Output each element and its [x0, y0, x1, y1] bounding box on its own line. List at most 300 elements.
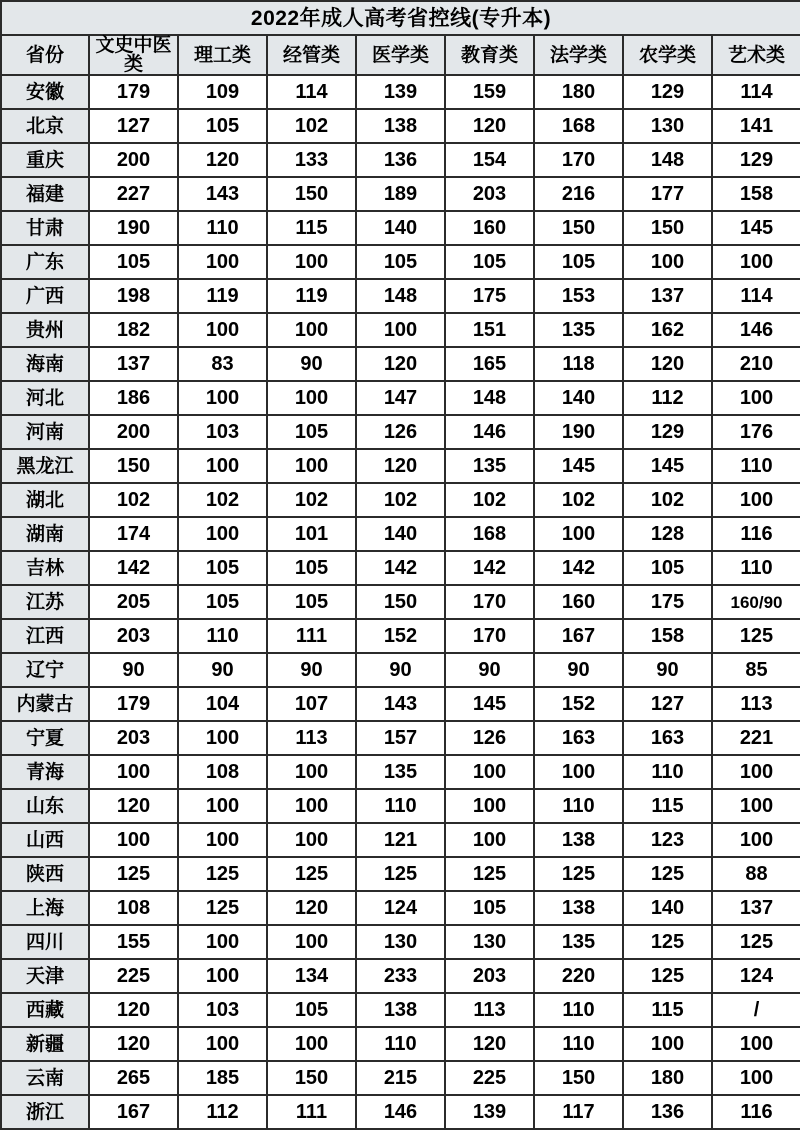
score-cell: 130	[445, 925, 534, 959]
province-name-cell: 海南	[1, 347, 89, 381]
score-cell: 133	[267, 143, 356, 177]
score-cell: /	[712, 993, 800, 1027]
province-name-cell: 贵州	[1, 313, 89, 347]
score-cell: 233	[356, 959, 445, 993]
score-cell: 105	[267, 993, 356, 1027]
table-row	[1, 585, 800, 619]
score-cell: 90	[534, 653, 623, 687]
province-name-cell: 山东	[1, 789, 89, 823]
score-cell: 130	[356, 925, 445, 959]
score-cell: 135	[534, 313, 623, 347]
score-cell: 225	[89, 959, 178, 993]
score-cell: 105	[89, 245, 178, 279]
score-cell: 142	[534, 551, 623, 585]
column-header-arts: 艺术类	[712, 35, 800, 75]
score-cell: 160	[445, 211, 534, 245]
score-cell: 105	[267, 551, 356, 585]
score-cell: 120	[267, 891, 356, 925]
score-cell: 110	[178, 619, 267, 653]
score-cell: 100	[178, 449, 267, 483]
score-cell: 221	[712, 721, 800, 755]
score-cell: 210	[712, 347, 800, 381]
score-cell: 155	[89, 925, 178, 959]
score-cell: 100	[89, 755, 178, 789]
score-cell: 90	[623, 653, 712, 687]
score-cell: 110	[356, 1027, 445, 1061]
title-row	[1, 1, 800, 35]
column-header-row	[1, 35, 800, 75]
score-cell: 100	[623, 245, 712, 279]
score-cell: 110	[712, 449, 800, 483]
score-cell: 203	[445, 177, 534, 211]
score-cell: 130	[623, 109, 712, 143]
score-cell: 160/90	[712, 585, 800, 619]
score-cell: 175	[623, 585, 712, 619]
score-cell: 170	[534, 143, 623, 177]
score-cell: 150	[534, 211, 623, 245]
score-cell: 103	[178, 415, 267, 449]
score-cell: 225	[445, 1061, 534, 1095]
score-cell: 198	[89, 279, 178, 313]
score-cell: 100	[267, 245, 356, 279]
score-cell: 105	[445, 891, 534, 925]
column-header-science-engineering: 理工类	[178, 35, 267, 75]
score-cell: 110	[712, 551, 800, 585]
province-name-cell: 湖南	[1, 517, 89, 551]
score-cell: 125	[356, 857, 445, 891]
table-row	[1, 551, 800, 585]
column-header-agriculture: 农学类	[623, 35, 712, 75]
score-cell: 138	[534, 891, 623, 925]
score-cell: 117	[534, 1095, 623, 1129]
score-cell: 182	[89, 313, 178, 347]
table-row	[1, 279, 800, 313]
score-cell: 138	[534, 823, 623, 857]
score-cell: 134	[267, 959, 356, 993]
score-cell: 135	[534, 925, 623, 959]
score-cell: 100	[178, 823, 267, 857]
score-cell: 145	[534, 449, 623, 483]
score-cell: 109	[178, 75, 267, 109]
score-cell: 150	[623, 211, 712, 245]
score-cell: 120	[89, 993, 178, 1027]
score-cell: 101	[267, 517, 356, 551]
score-cell: 160	[534, 585, 623, 619]
score-cell: 113	[267, 721, 356, 755]
score-cell: 168	[445, 517, 534, 551]
score-cell: 125	[623, 925, 712, 959]
table-row	[1, 109, 800, 143]
score-cell: 146	[445, 415, 534, 449]
score-cell: 105	[445, 245, 534, 279]
score-cell: 100	[267, 925, 356, 959]
table-row	[1, 245, 800, 279]
score-cell: 100	[178, 1027, 267, 1061]
table-row	[1, 1095, 800, 1129]
province-name-cell: 内蒙古	[1, 687, 89, 721]
score-cell: 138	[356, 109, 445, 143]
score-cell: 176	[712, 415, 800, 449]
score-cell: 112	[178, 1095, 267, 1129]
score-cell: 110	[356, 789, 445, 823]
score-cell: 148	[445, 381, 534, 415]
score-cell: 200	[89, 415, 178, 449]
score-cell: 141	[712, 109, 800, 143]
score-cell: 110	[623, 755, 712, 789]
province-name-cell: 广东	[1, 245, 89, 279]
score-cell: 112	[623, 381, 712, 415]
score-cell: 186	[89, 381, 178, 415]
score-cell: 137	[712, 891, 800, 925]
province-name-cell: 福建	[1, 177, 89, 211]
score-cell: 110	[534, 1027, 623, 1061]
score-cell: 158	[712, 177, 800, 211]
table-row	[1, 449, 800, 483]
score-cell: 170	[445, 585, 534, 619]
score-cell: 150	[267, 177, 356, 211]
table-row	[1, 75, 800, 109]
score-cell: 136	[356, 143, 445, 177]
score-cell: 167	[89, 1095, 178, 1129]
score-cell: 120	[89, 789, 178, 823]
score-cell: 111	[267, 1095, 356, 1129]
province-name-cell: 西藏	[1, 993, 89, 1027]
score-cell: 125	[267, 857, 356, 891]
table-row	[1, 653, 800, 687]
score-cell: 120	[623, 347, 712, 381]
score-cell: 105	[178, 585, 267, 619]
score-cell: 120	[356, 347, 445, 381]
table-row	[1, 415, 800, 449]
province-name-cell: 河北	[1, 381, 89, 415]
score-cell: 205	[89, 585, 178, 619]
table-row	[1, 1061, 800, 1095]
score-cell: 150	[267, 1061, 356, 1095]
score-cell: 100	[178, 245, 267, 279]
score-cell: 100	[712, 755, 800, 789]
score-cell: 179	[89, 687, 178, 721]
score-cell: 145	[712, 211, 800, 245]
table-row	[1, 211, 800, 245]
score-cell: 88	[712, 857, 800, 891]
score-cell: 143	[178, 177, 267, 211]
score-cell: 152	[356, 619, 445, 653]
table-row	[1, 993, 800, 1027]
table-row	[1, 483, 800, 517]
score-cell: 100	[712, 1027, 800, 1061]
score-cell: 108	[178, 755, 267, 789]
score-cell: 100	[534, 517, 623, 551]
score-cell: 100	[89, 823, 178, 857]
score-cell: 100	[178, 959, 267, 993]
score-cell: 90	[267, 347, 356, 381]
score-cell: 146	[712, 313, 800, 347]
province-name-cell: 陕西	[1, 857, 89, 891]
score-cell: 138	[356, 993, 445, 1027]
table-row	[1, 381, 800, 415]
score-cell: 216	[534, 177, 623, 211]
province-name-cell: 重庆	[1, 143, 89, 177]
score-cell: 110	[534, 993, 623, 1027]
score-cell: 177	[623, 177, 712, 211]
score-cell: 104	[178, 687, 267, 721]
score-cell: 90	[267, 653, 356, 687]
score-cell: 137	[89, 347, 178, 381]
score-cell: 129	[623, 75, 712, 109]
score-cell: 100	[445, 789, 534, 823]
score-cell: 125	[178, 857, 267, 891]
score-cell: 105	[356, 245, 445, 279]
score-cell: 105	[267, 415, 356, 449]
table-row	[1, 347, 800, 381]
score-cell: 100	[178, 517, 267, 551]
score-cell: 116	[712, 517, 800, 551]
province-name-cell: 云南	[1, 1061, 89, 1095]
score-cell: 150	[534, 1061, 623, 1095]
table-row	[1, 755, 800, 789]
score-cell: 143	[356, 687, 445, 721]
score-cell: 90	[89, 653, 178, 687]
score-cell: 105	[178, 551, 267, 585]
score-cell: 125	[534, 857, 623, 891]
score-cell: 200	[89, 143, 178, 177]
column-header-medicine: 医学类	[356, 35, 445, 75]
table-row	[1, 143, 800, 177]
score-cell: 142	[356, 551, 445, 585]
score-cell: 140	[534, 381, 623, 415]
score-cell: 100	[178, 381, 267, 415]
province-name-cell: 上海	[1, 891, 89, 925]
table-row	[1, 177, 800, 211]
score-cell: 100	[178, 925, 267, 959]
score-cell: 102	[534, 483, 623, 517]
score-cell: 126	[356, 415, 445, 449]
score-cell: 154	[445, 143, 534, 177]
score-cell: 100	[712, 245, 800, 279]
province-name-cell: 安徽	[1, 75, 89, 109]
table-row	[1, 857, 800, 891]
score-cell: 116	[712, 1095, 800, 1129]
score-cell: 137	[623, 279, 712, 313]
score-cell: 100	[356, 313, 445, 347]
province-name-cell: 河南	[1, 415, 89, 449]
score-cell: 100	[267, 449, 356, 483]
score-cell: 114	[712, 75, 800, 109]
score-cell: 105	[623, 551, 712, 585]
table-row	[1, 1027, 800, 1061]
score-cell: 168	[534, 109, 623, 143]
score-cell: 110	[178, 211, 267, 245]
province-name-cell: 浙江	[1, 1095, 89, 1129]
score-cell: 114	[712, 279, 800, 313]
score-cell: 127	[89, 109, 178, 143]
score-cell: 148	[623, 143, 712, 177]
score-cell: 102	[623, 483, 712, 517]
province-name-cell: 四川	[1, 925, 89, 959]
province-name-cell: 青海	[1, 755, 89, 789]
score-cell: 135	[356, 755, 445, 789]
score-cell: 180	[623, 1061, 712, 1095]
score-cell: 127	[623, 687, 712, 721]
province-name-cell: 新疆	[1, 1027, 89, 1061]
score-cell: 120	[445, 109, 534, 143]
score-cell: 146	[356, 1095, 445, 1129]
score-cell: 265	[89, 1061, 178, 1095]
score-cell: 140	[356, 517, 445, 551]
score-cell: 129	[623, 415, 712, 449]
score-cell: 152	[534, 687, 623, 721]
table-row	[1, 891, 800, 925]
score-cell: 179	[89, 75, 178, 109]
province-name-cell: 山西	[1, 823, 89, 857]
score-cell: 100	[712, 1061, 800, 1095]
score-cell: 100	[445, 823, 534, 857]
score-cell: 115	[267, 211, 356, 245]
score-cell: 125	[712, 619, 800, 653]
province-name-cell: 甘肃	[1, 211, 89, 245]
score-cell: 175	[445, 279, 534, 313]
score-cell: 151	[445, 313, 534, 347]
table-header	[1, 1, 800, 75]
province-name-cell: 广西	[1, 279, 89, 313]
score-cell: 100	[267, 381, 356, 415]
province-name-cell: 黑龙江	[1, 449, 89, 483]
score-cell: 102	[267, 483, 356, 517]
score-cell: 85	[712, 653, 800, 687]
score-cell: 118	[534, 347, 623, 381]
score-cell: 129	[712, 143, 800, 177]
score-cell: 203	[445, 959, 534, 993]
score-cell: 140	[356, 211, 445, 245]
province-name-cell: 天津	[1, 959, 89, 993]
score-cell: 100	[267, 755, 356, 789]
table-row	[1, 959, 800, 993]
score-cell: 142	[89, 551, 178, 585]
province-name-cell: 江苏	[1, 585, 89, 619]
score-cell: 100	[178, 313, 267, 347]
score-cell: 215	[356, 1061, 445, 1095]
score-cell: 100	[712, 823, 800, 857]
score-cell: 139	[356, 75, 445, 109]
score-cell: 189	[356, 177, 445, 211]
score-cell: 100	[178, 789, 267, 823]
score-cell: 159	[445, 75, 534, 109]
score-cell: 125	[445, 857, 534, 891]
score-cell: 124	[712, 959, 800, 993]
score-cell: 227	[89, 177, 178, 211]
score-cell: 135	[445, 449, 534, 483]
score-cell: 140	[623, 891, 712, 925]
score-cell: 90	[356, 653, 445, 687]
score-cell: 100	[178, 721, 267, 755]
score-cell: 100	[712, 483, 800, 517]
score-cell: 165	[445, 347, 534, 381]
score-cell: 100	[534, 755, 623, 789]
page-title: 2022年成人高考省控线(专升本)	[1, 1, 800, 35]
score-cell: 167	[534, 619, 623, 653]
score-cell: 115	[623, 993, 712, 1027]
score-cell: 111	[267, 619, 356, 653]
table-body	[1, 75, 800, 1129]
table-row	[1, 789, 800, 823]
score-cell: 115	[623, 789, 712, 823]
score-cell: 124	[356, 891, 445, 925]
province-name-cell: 宁夏	[1, 721, 89, 755]
column-header-province: 省份	[1, 35, 89, 75]
score-cell: 123	[623, 823, 712, 857]
score-cell: 121	[356, 823, 445, 857]
score-cell: 162	[623, 313, 712, 347]
score-cell: 180	[534, 75, 623, 109]
table-row	[1, 313, 800, 347]
province-name-cell: 江西	[1, 619, 89, 653]
table-row	[1, 925, 800, 959]
score-cell: 100	[623, 1027, 712, 1061]
score-cell: 113	[712, 687, 800, 721]
score-cell: 220	[534, 959, 623, 993]
score-cell: 148	[356, 279, 445, 313]
score-cell: 142	[445, 551, 534, 585]
score-cell: 105	[534, 245, 623, 279]
score-cell: 150	[89, 449, 178, 483]
score-cell: 90	[445, 653, 534, 687]
score-cell: 174	[89, 517, 178, 551]
score-cell: 126	[445, 721, 534, 755]
province-name-cell: 北京	[1, 109, 89, 143]
province-name-cell: 吉林	[1, 551, 89, 585]
score-cell: 136	[623, 1095, 712, 1129]
score-cell: 203	[89, 619, 178, 653]
table-row	[1, 721, 800, 755]
score-cell: 125	[89, 857, 178, 891]
score-cell: 108	[89, 891, 178, 925]
score-cell: 157	[356, 721, 445, 755]
score-cell: 100	[267, 1027, 356, 1061]
score-cell: 120	[445, 1027, 534, 1061]
score-cell: 147	[356, 381, 445, 415]
score-cell: 107	[267, 687, 356, 721]
score-cell: 113	[445, 993, 534, 1027]
score-cell: 190	[534, 415, 623, 449]
score-cell: 102	[445, 483, 534, 517]
score-cell: 139	[445, 1095, 534, 1129]
score-cell: 163	[623, 721, 712, 755]
score-cell: 158	[623, 619, 712, 653]
table-row	[1, 517, 800, 551]
table-row	[1, 687, 800, 721]
score-cell: 90	[178, 653, 267, 687]
score-cell: 145	[623, 449, 712, 483]
score-cell: 102	[267, 109, 356, 143]
column-header-law: 法学类	[534, 35, 623, 75]
score-cell: 190	[89, 211, 178, 245]
score-cell: 153	[534, 279, 623, 313]
score-cell: 125	[712, 925, 800, 959]
score-cell: 100	[267, 313, 356, 347]
score-cell: 125	[623, 959, 712, 993]
score-cell: 105	[267, 585, 356, 619]
score-cell: 100	[445, 755, 534, 789]
score-cell: 203	[89, 721, 178, 755]
score-cell: 120	[356, 449, 445, 483]
province-name-cell: 辽宁	[1, 653, 89, 687]
column-header-education: 教育类	[445, 35, 534, 75]
score-cell: 125	[178, 891, 267, 925]
province-name-cell: 湖北	[1, 483, 89, 517]
column-header-economics-management: 经管类	[267, 35, 356, 75]
score-cell: 103	[178, 993, 267, 1027]
score-cell: 170	[445, 619, 534, 653]
